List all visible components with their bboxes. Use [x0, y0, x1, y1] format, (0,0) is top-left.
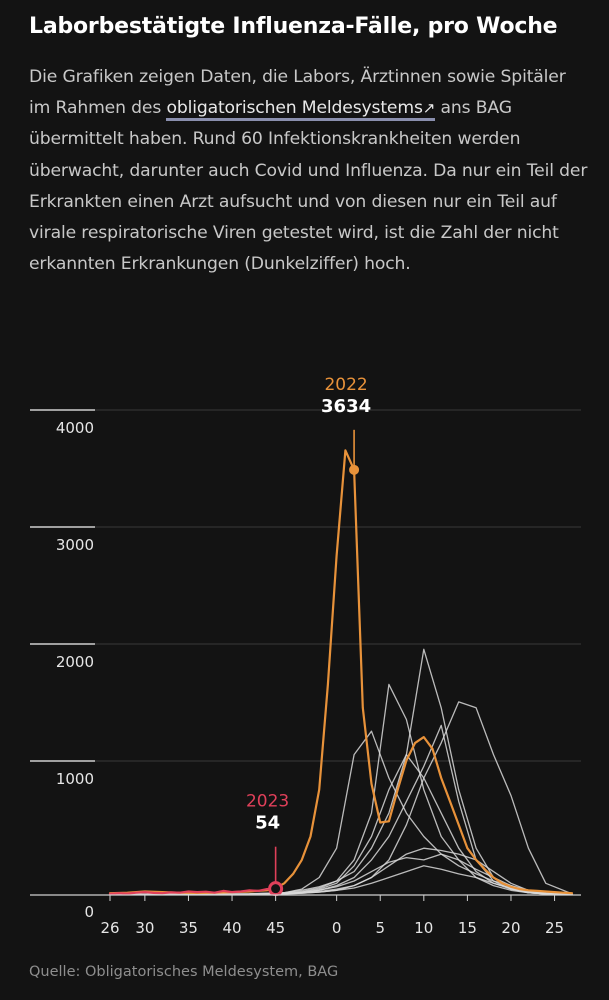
series-line-saison-c: [110, 684, 572, 894]
context-series-layer: [110, 649, 572, 894]
y-tick-label-3000: 3000: [55, 536, 94, 554]
x-tick-label-40: 40: [222, 919, 242, 937]
x-tick-label-0: 0: [331, 919, 342, 937]
annotation-marker-2022: [349, 465, 359, 475]
source-note: Quelle: Obligatorisches Meldesystem, BAG: [29, 964, 339, 980]
meldesystem-link[interactable]: [166, 98, 435, 121]
x-tick-label-26: 26: [100, 919, 120, 937]
y-tick-label-4000: 4000: [55, 419, 94, 437]
external-link-icon: ↗: [422, 99, 436, 118]
annotation-value-label-2023: 54: [255, 812, 281, 834]
series-line-saison-d: [110, 702, 572, 895]
annotation-layer: [246, 375, 371, 895]
y-tick-label-1000: 1000: [55, 770, 94, 788]
influenza-line-chart: [0, 360, 609, 950]
annotation-series-label-2022: 2022: [324, 374, 368, 395]
series-line-saison-f: [110, 725, 572, 894]
description: [29, 62, 589, 280]
series-line-saison-a: [110, 649, 572, 894]
x-tick-label-30: 30: [135, 919, 155, 937]
y-tick-label-2000: 2000: [55, 653, 94, 671]
page-title: Laborbestätigte Influenza-Fälle, pro Woche: [29, 14, 558, 39]
y-tick-label-0: 0: [84, 903, 94, 921]
description-text-before: Die Grafiken zeigen Daten, die Labors, Ärztinnen sowie Spitäler im Rahmen des: [29, 67, 566, 119]
axis-layer: [30, 419, 581, 937]
x-tick-label-45: 45: [266, 919, 286, 937]
meldesystem-link-text: obligatorischen Meldesystems: [166, 98, 423, 119]
grid-layer: [30, 410, 581, 761]
x-tick-label-15: 15: [457, 919, 477, 937]
x-tick-label-20: 20: [501, 919, 521, 937]
x-tick-label-25: 25: [545, 919, 565, 937]
x-tick-label-5: 5: [375, 919, 385, 937]
annotation-series-label-2023: 2023: [245, 791, 290, 812]
description-text-after: ans BAG übermittelt haben. Rund 60 Infektionskrankheiten werden überwacht, darunter auch Covid und Influenza. Da nur ein Teil der Erkrankten einen Arzt aufsucht und von diesen nur ein Teil auf virale respiratorische Viren getestet wird, ist die Zahl der nicht erkannten Erkrankungen (Dunkelziffer) hoch.: [29, 98, 588, 275]
x-tick-label-35: 35: [178, 919, 198, 937]
annotation-marker-2023: [270, 883, 282, 895]
x-tick-label-10: 10: [414, 919, 434, 937]
series-line-saison-i: [110, 866, 572, 895]
series-line-saison-b: [110, 731, 572, 894]
annotation-value-label-2022: 3634: [321, 395, 372, 417]
